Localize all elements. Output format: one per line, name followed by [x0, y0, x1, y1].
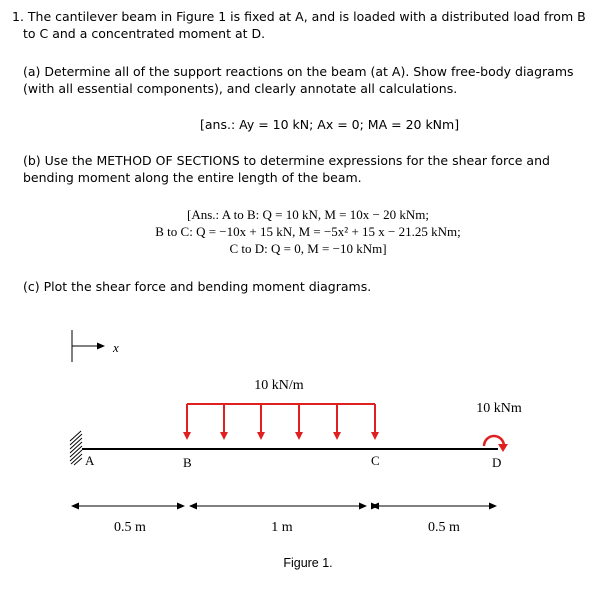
x-axis-label: x: [113, 340, 119, 355]
moment-label: 10 kNm: [476, 401, 522, 416]
part-a-answer: [ans.: Ay = 10 kN; Ax = 0; MA = 20 kNm]: [200, 117, 460, 132]
question-intro-line2: to C and a concentrated moment at D.: [23, 26, 266, 41]
part-b-answer-line2: B to C: Q = −10x + 15 kN, M = −5x² + 15 x − 21.25 kNm;: [155, 224, 461, 239]
dim-AB-label: 0.5 m: [114, 520, 146, 535]
point-B-label: B: [183, 455, 192, 470]
part-a-line1: (a) Determine all of the support reactions on the beam (at A). Show free-body diagrams: [23, 64, 574, 79]
distributed-load-label: 10 kN/m: [254, 378, 304, 393]
dim-CD-label: 0.5 m: [428, 520, 460, 535]
part-c-line1: (c) Plot the shear force and bending moment diagrams.: [23, 279, 372, 294]
part-b-line2: bending moment along the entire length of the beam.: [23, 170, 362, 185]
figure-caption: Figure 1.: [283, 556, 333, 570]
x-axis-indicator: [72, 330, 119, 362]
part-b-line1: (b) Use the METHOD OF SECTIONS to determine expressions for the shear force and: [23, 153, 550, 168]
part-a-line2: (with all essential components), and clearly annotate all calculations.: [23, 81, 458, 96]
distributed-load: [187, 404, 375, 438]
dim-BC-label: 1 m: [271, 520, 293, 535]
point-D-label: D: [492, 455, 502, 470]
part-b-answer-line3: C to D: Q = 0, M = −10 kNm]: [229, 241, 387, 256]
point-A-label: A: [85, 453, 95, 468]
part-b-answer-line1: [Ans.: A to B: Q = 10 kN, M = 10x − 20 kNm;: [187, 207, 429, 222]
question-intro-line1: 1. The cantilever beam in Figure 1 is fixed at A, and is loaded with a distributed load from B: [12, 9, 586, 24]
fixed-support-hatch: [70, 431, 82, 465]
point-C-label: C: [371, 453, 380, 468]
